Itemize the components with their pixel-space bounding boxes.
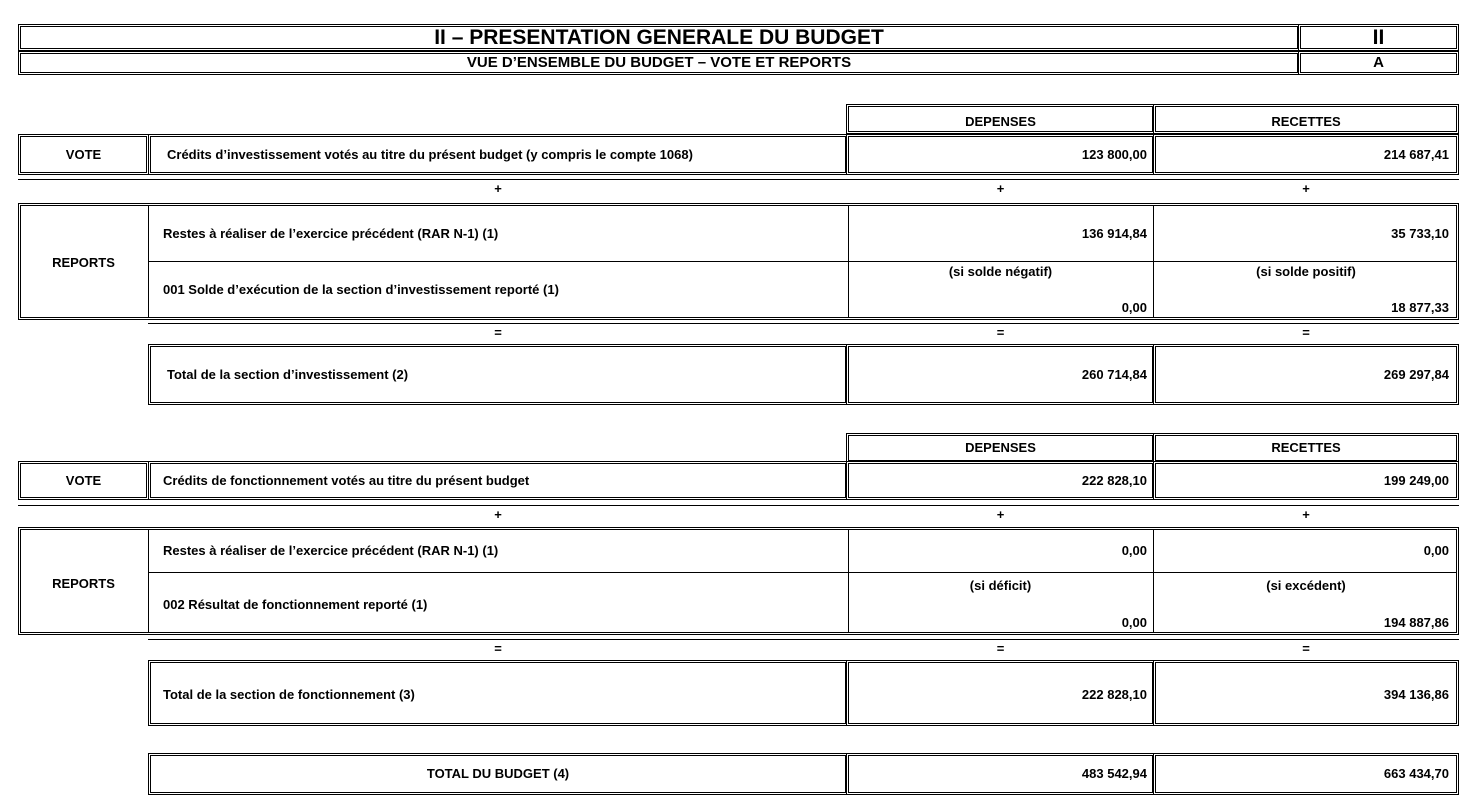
inv-col-recettes-label: RECETTES <box>1271 114 1341 129</box>
inv-reports-label: REPORTS <box>52 255 115 270</box>
inv-solde-depenses: 0,00 <box>1121 300 1147 315</box>
fct-resultat-dep-note: (si déficit) <box>969 578 1032 593</box>
inv-total-desc: Total de la section d’investissement (2) <box>167 367 409 382</box>
inv-total-depenses: 260 714,84 <box>1081 367 1147 382</box>
fct-vote-label: VOTE <box>65 473 102 488</box>
fct-col-recettes-label: RECETTES <box>1271 440 1341 455</box>
fct-reports-label: REPORTS <box>52 576 115 591</box>
page-code-letter: A <box>1373 54 1384 71</box>
page-title: II – PRESENTATION GENERALE DU BUDGET <box>434 26 884 49</box>
fct-total-recettes: 394 136,86 <box>1383 687 1449 702</box>
inv-plus-recettes: + <box>1302 181 1310 196</box>
fct-vote-recettes: 199 249,00 <box>1383 473 1449 488</box>
inv-solde-recettes: 18 877,33 <box>1391 300 1449 315</box>
fct-equals-desc: = <box>494 641 502 656</box>
inv-solde-rec-note: (si solde positif) <box>1256 264 1356 279</box>
inv-total-recettes: 269 297,84 <box>1383 367 1449 382</box>
inv-solde-desc: 001 Solde d’exécution de la section d’investissement reporté (1) <box>163 282 559 297</box>
inv-rar-desc: Restes à réaliser de l’exercice précédent (RAR N-1) (1) <box>163 226 499 241</box>
fct-total-desc: Total de la section de fonctionnement (3) <box>163 687 415 702</box>
inv-plus-depenses: + <box>996 181 1005 196</box>
fct-vote-desc: Crédits de fonctionnement votés au titre du présent budget <box>163 473 530 488</box>
page-subtitle: VUE D’ENSEMBLE DU BUDGET – VOTE ET REPORTS <box>466 54 852 71</box>
fct-rar-depenses: 0,00 <box>1121 543 1147 558</box>
fct-plus-recettes: + <box>1302 507 1310 522</box>
budget-total-depenses: 483 542,94 <box>1081 766 1147 781</box>
inv-reports-mid <box>148 261 1457 262</box>
fct-equals-recettes: = <box>1302 641 1310 656</box>
inv-equals-depenses: = <box>996 325 1005 340</box>
inv-plus-desc: + <box>494 181 502 196</box>
fct-plus-desc: + <box>494 507 502 522</box>
fct-rar-desc: Restes à réaliser de l’exercice précédent (RAR N-1) (1) <box>163 543 499 558</box>
fct-col-depenses-label: DEPENSES <box>965 440 1036 455</box>
fct-resultat-recettes: 194 887,86 <box>1383 615 1449 630</box>
inv-vote-label: VOTE <box>65 147 102 162</box>
fct-vote-depenses: 222 828,10 <box>1081 473 1147 488</box>
page-code-roman: II <box>1372 26 1385 49</box>
fct-equals-depenses: = <box>996 641 1005 656</box>
fct-reports-mid <box>148 572 1457 573</box>
inv-col-depenses-label: DEPENSES <box>965 114 1036 129</box>
fct-plus-depenses: + <box>996 507 1005 522</box>
fct-plus-line <box>18 505 1459 506</box>
fct-total-depenses: 222 828,10 <box>1081 687 1147 702</box>
inv-vote-recettes: 214 687,41 <box>1383 147 1449 162</box>
fct-rar-recettes: 0,00 <box>1423 543 1449 558</box>
fct-resultat-rec-note: (si excédent) <box>1266 578 1346 593</box>
inv-equals-line <box>148 323 1459 324</box>
fct-equals-line <box>148 639 1459 640</box>
budget-total-label: TOTAL DU BUDGET (4) <box>426 766 570 781</box>
inv-vote-depenses: 123 800,00 <box>1081 147 1147 162</box>
inv-rar-depenses: 136 914,84 <box>1081 226 1147 241</box>
inv-equals-recettes: = <box>1302 325 1310 340</box>
inv-solde-dep-note: (si solde négatif) <box>948 264 1053 279</box>
fct-resultat-depenses: 0,00 <box>1121 615 1147 630</box>
inv-rar-recettes: 35 733,10 <box>1391 226 1449 241</box>
inv-equals-desc: = <box>494 325 502 340</box>
inv-vote-desc: Crédits d’investissement votés au titre du présent budget (y compris le compte 1068) <box>167 147 693 162</box>
budget-total-recettes: 663 434,70 <box>1383 766 1449 781</box>
fct-resultat-desc: 002 Résultat de fonctionnement reporté (1) <box>163 597 428 612</box>
inv-plus-line <box>18 179 1459 180</box>
